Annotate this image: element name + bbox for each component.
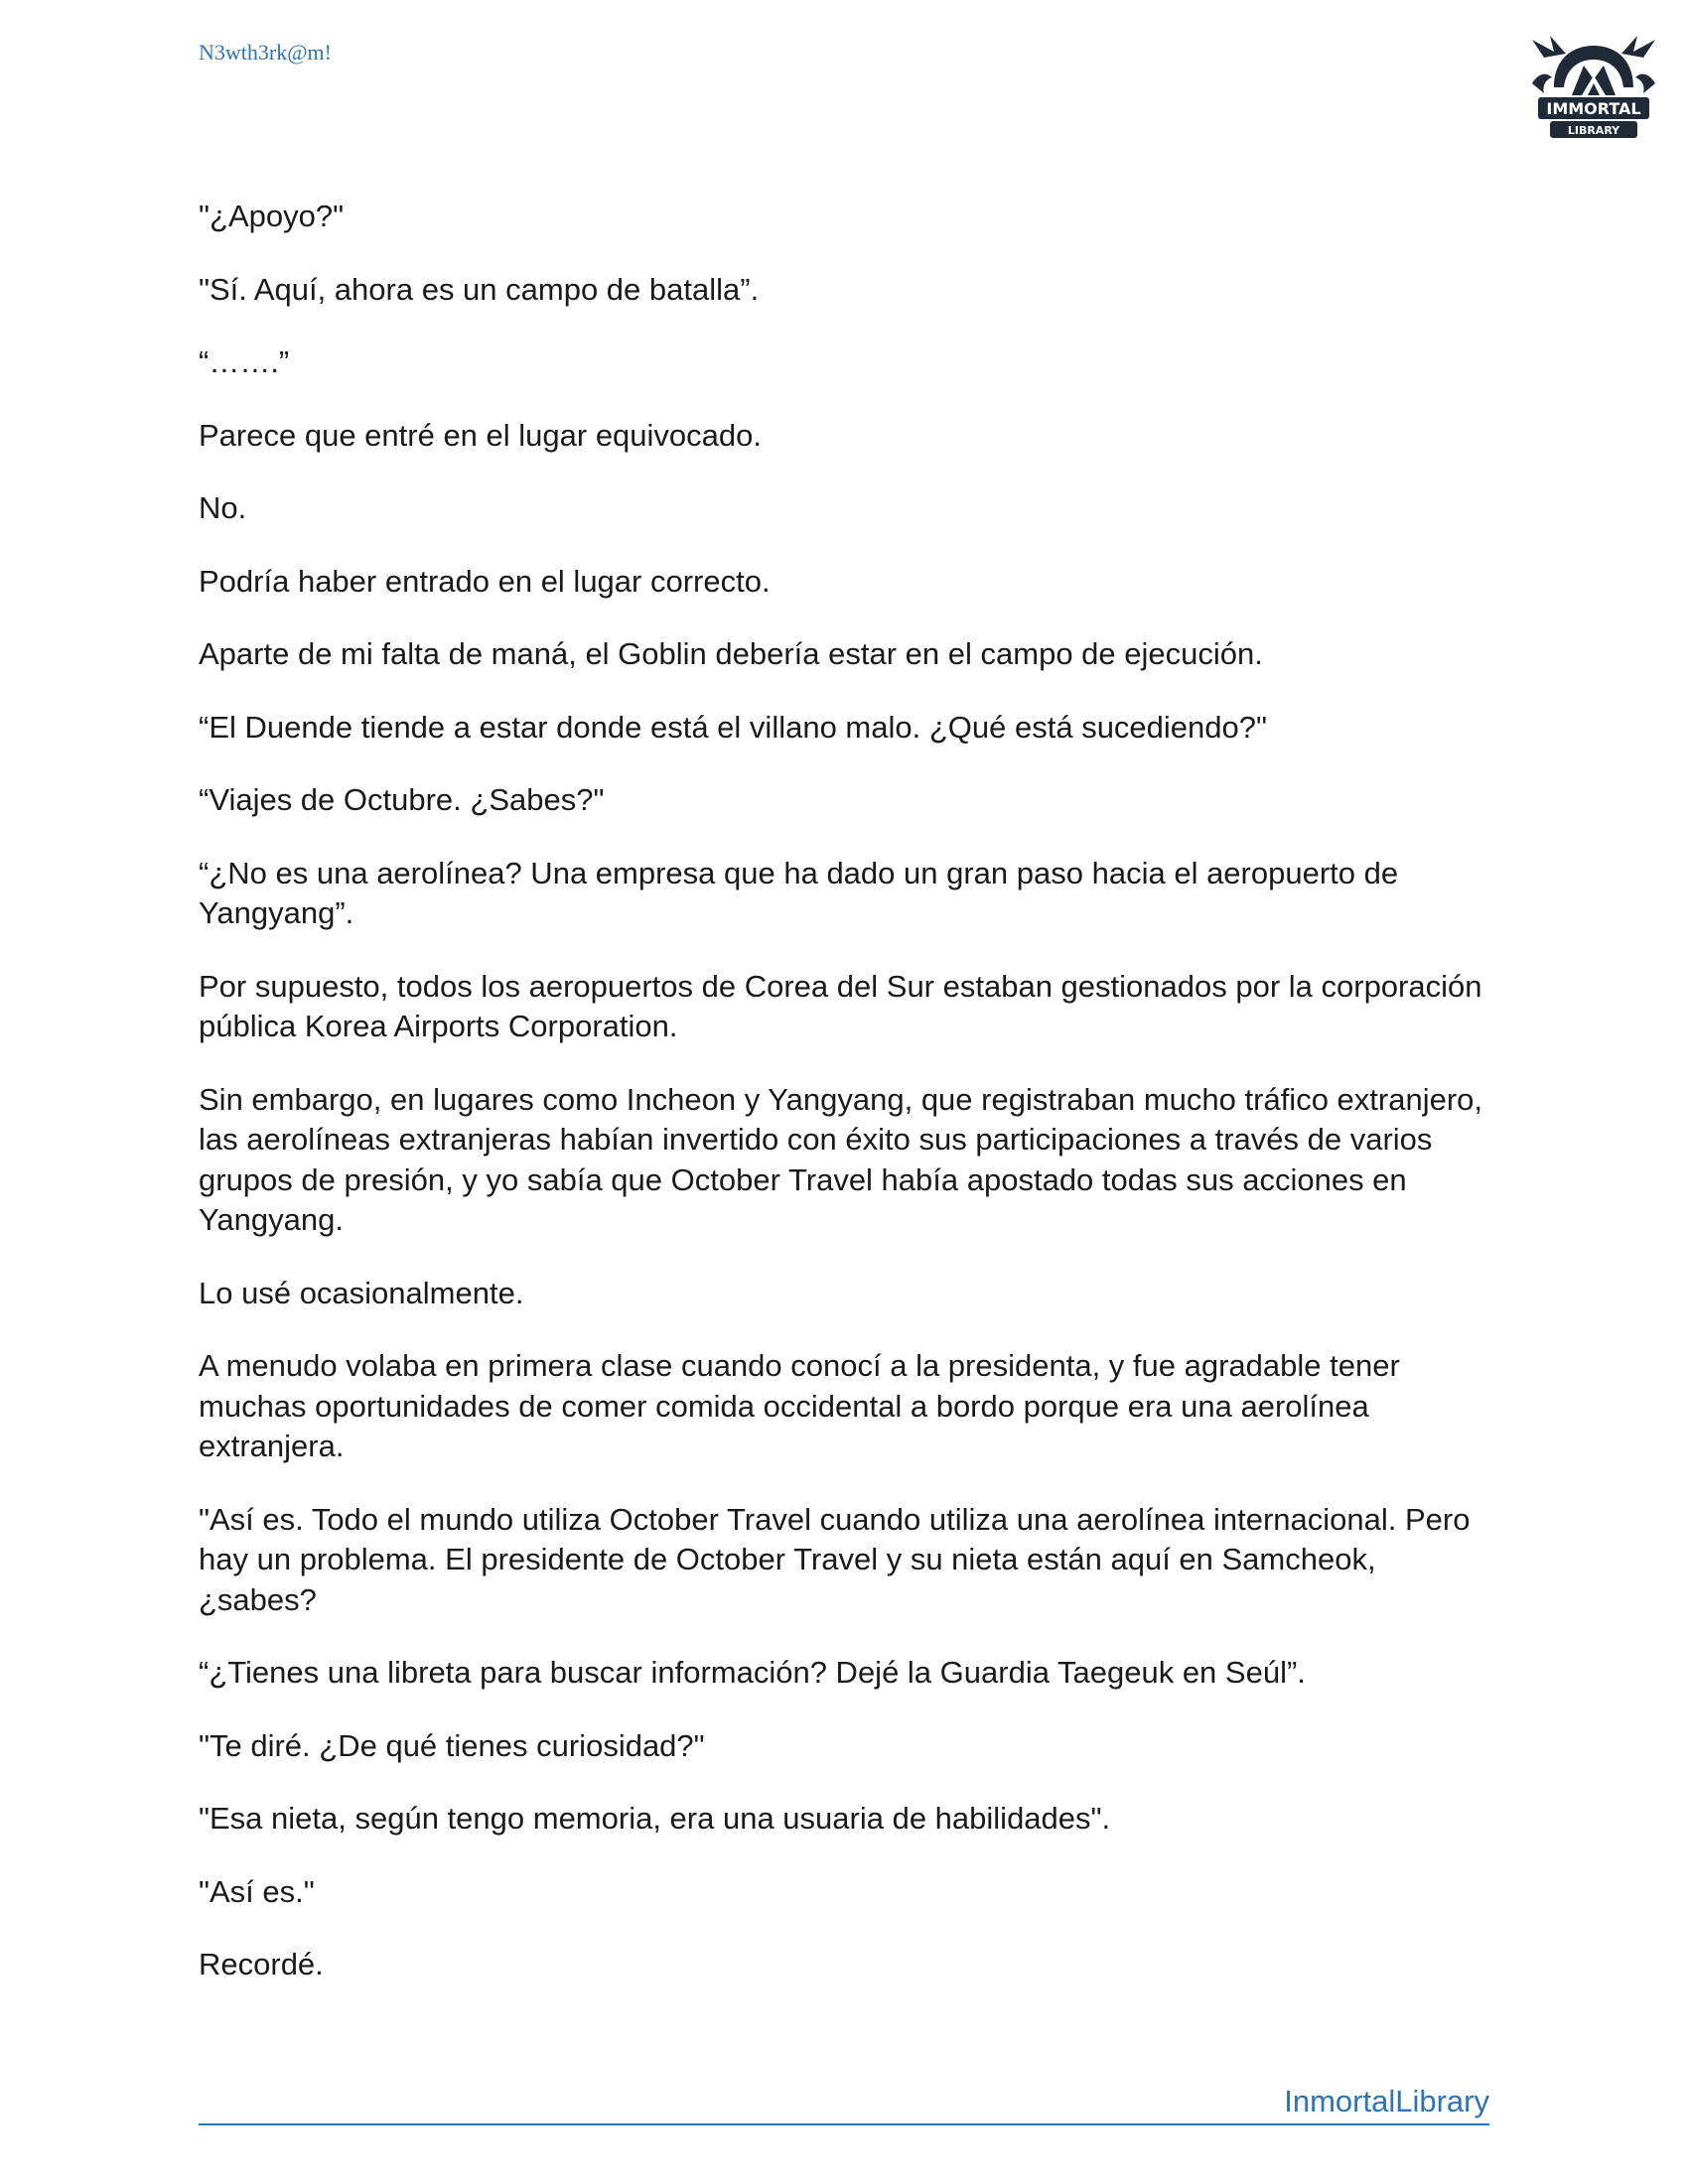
paragraph: Recordé. bbox=[199, 1947, 324, 1981]
paragraph: "Sí. Aquí, ahora es un campo de batalla”. bbox=[199, 271, 760, 307]
paragraph: "Así es." bbox=[199, 1873, 315, 1909]
header-watermark: N3wth3rk@m! bbox=[199, 40, 332, 65]
paragraph: Por supuesto, todos los aeropuertos de Corea del Sur estaban gestionados por la corporación pública Korea Airports Corporation. bbox=[199, 968, 1482, 1043]
paragraph: “¿No es una aerolínea? Una empresa que ha dado un gran paso hacia el aeropuerto de Yangyang”. bbox=[199, 855, 1399, 930]
paragraph: “¿Tienes una libreta para buscar información? Dejé la Guardia Taegeuk en Seúl”. bbox=[199, 1655, 1306, 1690]
immortal-library-logo bbox=[1524, 18, 1663, 157]
paragraph: Sin embargo, en lugares como Incheon y Yangyang, que registraban mucho tráfico extranjero, las aerolíneas extranjeras habían invertido con éxito sus participaciones a través de varios grupos de presión, y yo sabía que October Travel había apostado todas sus acciones en Yangyang. bbox=[199, 1081, 1483, 1237]
paragraph: A menudo volaba en primera clase cuando conocí a la presidenta, y fue agradable tener muchas oportunidades de comer comida occidental a bordo porque era una aerolínea extranjera. bbox=[199, 1348, 1400, 1463]
paragraph: “Viajes de Octubre. ¿Sabes?" bbox=[199, 782, 605, 817]
paragraph: Podría haber entrado en el lugar correcto. bbox=[199, 563, 771, 599]
paragraph: "¿Apoyo?" bbox=[199, 199, 345, 233]
document-body bbox=[199, 197, 1499, 2018]
logo-text-1: IMMORTAL bbox=[1546, 99, 1641, 118]
footer-rule bbox=[199, 2080, 1489, 2125]
paragraph: “…….” bbox=[199, 344, 290, 379]
logo-text-2: LIBRARY bbox=[1567, 124, 1620, 137]
paragraph: “El Duende tiende a estar donde está el villano malo. ¿Qué está sucediendo?" bbox=[199, 709, 1268, 745]
paragraph: "Te diré. ¿De qué tienes curiosidad?" bbox=[199, 1727, 705, 1763]
paragraph: "Así es. Todo el mundo utiliza October Travel cuando utiliza una aerolínea internacional. Pero hay un problema. El presidente de October Travel y su nieta están aquí en Samcheok, ¿sabes? bbox=[199, 1501, 1471, 1617]
paragraph: No. bbox=[199, 490, 247, 525]
paragraph: "Esa nieta, según tengo memoria, era una usuaria de habilidades". bbox=[199, 1801, 1111, 1836]
paragraph: Parece que entré en el lugar equivocado. bbox=[199, 417, 763, 453]
paragraph: Aparte de mi falta de maná, el Goblin debería estar en el campo de ejecución. bbox=[199, 636, 1263, 671]
paragraph: Lo usé ocasionalmente. bbox=[199, 1275, 524, 1310]
footer-link[interactable]: InmortalLibrary bbox=[1284, 2084, 1489, 2118]
